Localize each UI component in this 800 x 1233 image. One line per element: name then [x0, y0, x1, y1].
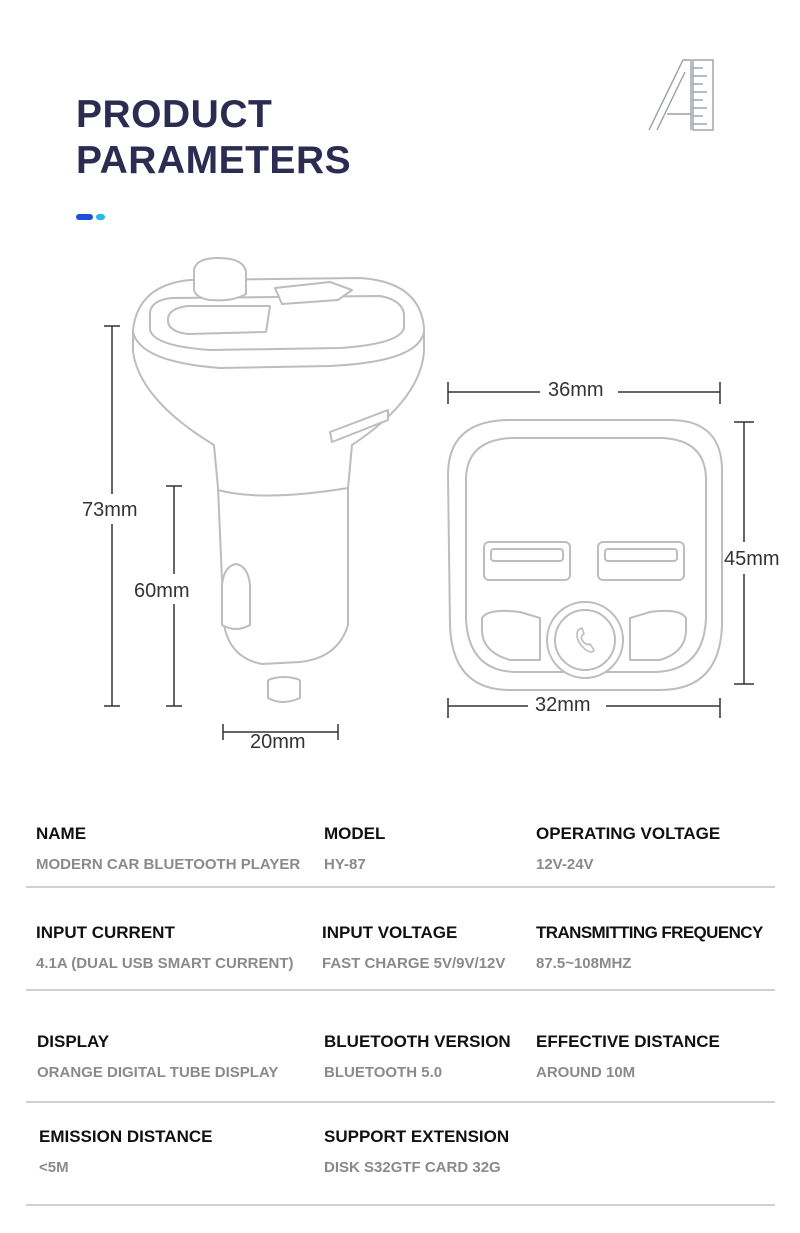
spec-label: DISPLAY [37, 1032, 110, 1051]
accent-dash-cyan [96, 214, 105, 220]
spec-label: OPERATING VOLTAGE [536, 824, 721, 843]
spec-value: HY-87 [324, 856, 366, 873]
spec-value: 4.1A (DUAL USB SMART CURRENT) [36, 955, 294, 972]
spec-value: MODERN CAR BLUETOOTH PLAYER [36, 856, 301, 873]
spec-label: TRANSMITTING FREQUENCY [536, 923, 763, 942]
spec-value: DISK S32GTF CARD 32G [324, 1159, 501, 1176]
spec-cell [36, 824, 300, 873]
dim-height-front: 45mm [724, 548, 780, 570]
dim-height-body: 60mm [134, 580, 190, 602]
accent-dash-blue [76, 214, 93, 220]
spec-cell [322, 923, 505, 972]
spec-value: 87.5~108MHZ [536, 955, 632, 972]
spec-value: AROUND 10M [536, 1064, 636, 1081]
spec-cell [536, 923, 763, 972]
spec-table [26, 800, 775, 1206]
ruler-a-logo-icon [645, 56, 717, 134]
spec-row [26, 800, 775, 888]
spec-label: SUPPORT EXTENSION [324, 1127, 510, 1146]
spec-row [26, 1103, 775, 1206]
spec-cell [324, 824, 385, 873]
spec-cell [324, 1127, 509, 1176]
page-title-line-1: PRODUCT [76, 93, 273, 136]
dim-width-plug: 20mm [250, 731, 306, 753]
spec-cell [536, 824, 720, 873]
spec-label: EMISSION DISTANCE [39, 1127, 213, 1146]
spec-value: ORANGE DIGITAL TUBE DISPLAY [37, 1064, 279, 1081]
spec-cell [36, 923, 294, 972]
dim-width-top: 36mm [548, 379, 604, 401]
spec-row [26, 991, 775, 1103]
spec-cell [324, 1032, 511, 1081]
spec-cell [37, 1032, 278, 1081]
page-title [76, 92, 351, 184]
product-dimension-drawing [0, 240, 800, 760]
charger-front-view [448, 420, 722, 690]
spec-cell [39, 1127, 212, 1176]
spec-cell [536, 1032, 720, 1081]
dim-height-total: 73mm [82, 499, 138, 521]
dim-width-bottom: 32mm [535, 694, 591, 716]
spec-label: NAME [36, 824, 87, 843]
charger-side-view [133, 258, 424, 702]
spec-value: 12V-24V [536, 856, 594, 873]
spec-value: BLUETOOTH 5.0 [324, 1064, 443, 1081]
spec-label: MODEL [324, 824, 386, 843]
spec-value: <5M [39, 1159, 69, 1176]
spec-label: INPUT VOLTAGE [322, 923, 458, 942]
page-title-line-2: PARAMETERS [76, 139, 352, 182]
spec-label: EFFECTIVE DISTANCE [536, 1032, 720, 1051]
spec-value: FAST CHARGE 5V/9V/12V [322, 955, 506, 972]
spec-row [26, 888, 775, 991]
spec-label: INPUT CURRENT [36, 923, 175, 942]
spec-label: BLUETOOTH VERSION [324, 1032, 511, 1051]
